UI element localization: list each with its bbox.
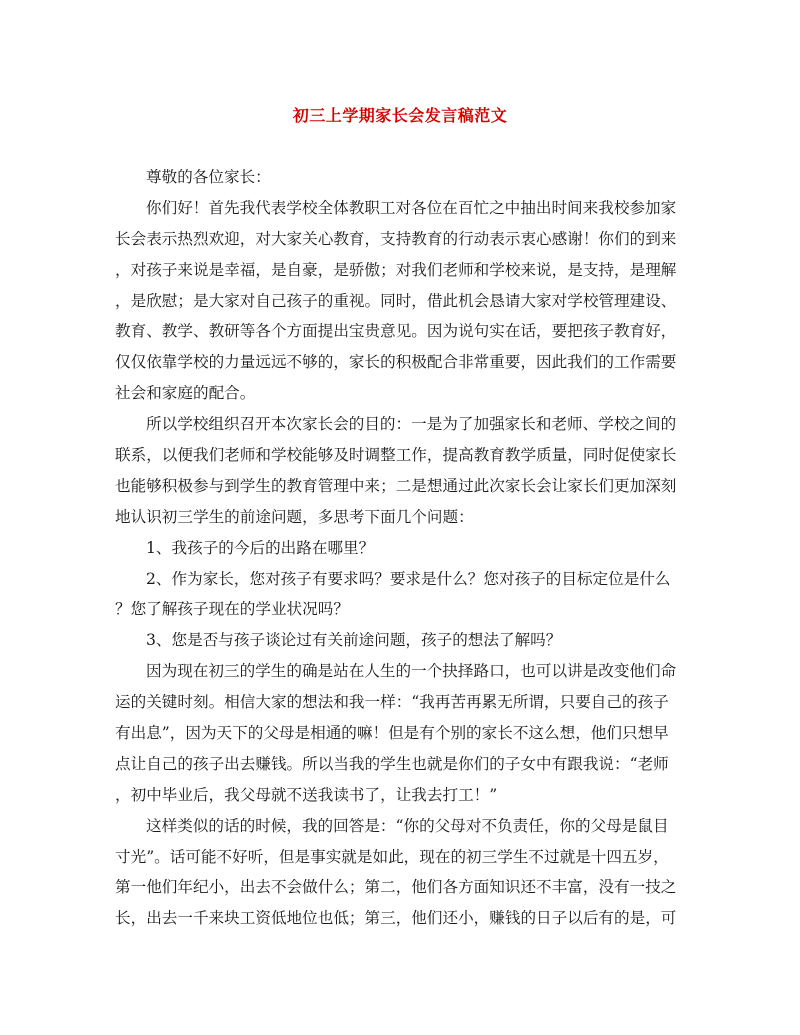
text-line: ？您了解孩子现在的学业状况吗？ xyxy=(115,600,349,619)
text-line: 2、作为家长，您对孩子有要求吗？要求是什么？您对孩子的目标定位是什么 xyxy=(146,569,671,588)
text-line: 这样类似的话的时候，我的回答是：“你的父母对不负责任，你的父母是鼠目 xyxy=(146,816,669,835)
text-line: ，是欣慰；是大家对自己孩子的重视。同时，借此机会恳请大家对学校管理建设、 xyxy=(115,291,677,310)
document-title: 初三上学期家长会发言稿范文 xyxy=(292,106,508,125)
text-line: 1、我孩子的今后的出路在哪里？ xyxy=(146,538,375,557)
text-line: 联系，以便我们老师和学校能够及时调整工作，提高教育教学质量，同时促使家长 xyxy=(115,446,677,465)
text-line: 长会表示热烈欢迎，对大家关心教育，支持教育的行动表示衷心感谢！你们的到来 xyxy=(115,229,677,248)
text-line: 你们好！首先我代表学校全体教职工对各位在百忙之中抽出时间来我校参加家 xyxy=(146,198,677,217)
text-line: 也能够积极参与到学生的教育管理中来；二是想通过此次家长会让家长们更加深刻 xyxy=(115,476,677,495)
text-line: ，初中毕业后，我父母就不送我读书了，让我去打工！” xyxy=(115,785,498,804)
text-line: 寸光”。话可能不好听，但是事实就是如此，现在的初三学生不过就是十四五岁， xyxy=(115,847,669,866)
text-line: 运的关键时刻。相信大家的想法和我一样：“我再苦再累无所谓，只要自己的孩子 xyxy=(115,693,669,712)
text-line: 仅仅依靠学校的力量远远不够的，家长的积极配合非常重要，因此我们的工作需要 xyxy=(115,353,677,372)
text-line: 点让自己的孩子出去赚钱。所以当我的学生也就是你们的子女中有跟我说：“老师 xyxy=(115,754,669,773)
text-line: 3、您是否与孩子谈论过有关前途问题，孩子的想法了解吗？ xyxy=(146,631,562,650)
text-line: 第一他们年纪小，出去不会做什么；第二，他们各方面知识还不丰富，没有一技之 xyxy=(115,878,677,897)
text-line: ，对孩子来说是幸福，是自豪，是骄傲；对我们老师和学校来说，是支持，是理解 xyxy=(115,260,677,279)
text-line: 尊敬的各位家长： xyxy=(146,168,271,186)
text-line: 所以学校组织召开本次家长会的目的：一是为了加强家长和老师、学校之间的 xyxy=(146,415,677,434)
text-line: 因为现在初三的学生的确是站在人生的一个抉择路口，也可以讲是改变他们命 xyxy=(146,662,677,681)
text-line: 有出息”，因为天下的父母是相通的嘛！但是有个别的家长不这么想，他们只想早 xyxy=(115,724,669,743)
text-line: 长，出去一千来块工资低地位也低；第三，他们还小，赚钱的日子以后有的是，可 xyxy=(115,909,677,928)
document-body xyxy=(115,162,687,934)
text-line: 社会和家庭的配合。 xyxy=(115,384,256,403)
text-line: 教育、教学、教研等各个方面提出宝贵意见。因为说句实在话，要把孩子教育好， xyxy=(115,322,677,341)
text-line: 地认识初三学生的前途问题，多思考下面几个问题： xyxy=(115,507,474,526)
